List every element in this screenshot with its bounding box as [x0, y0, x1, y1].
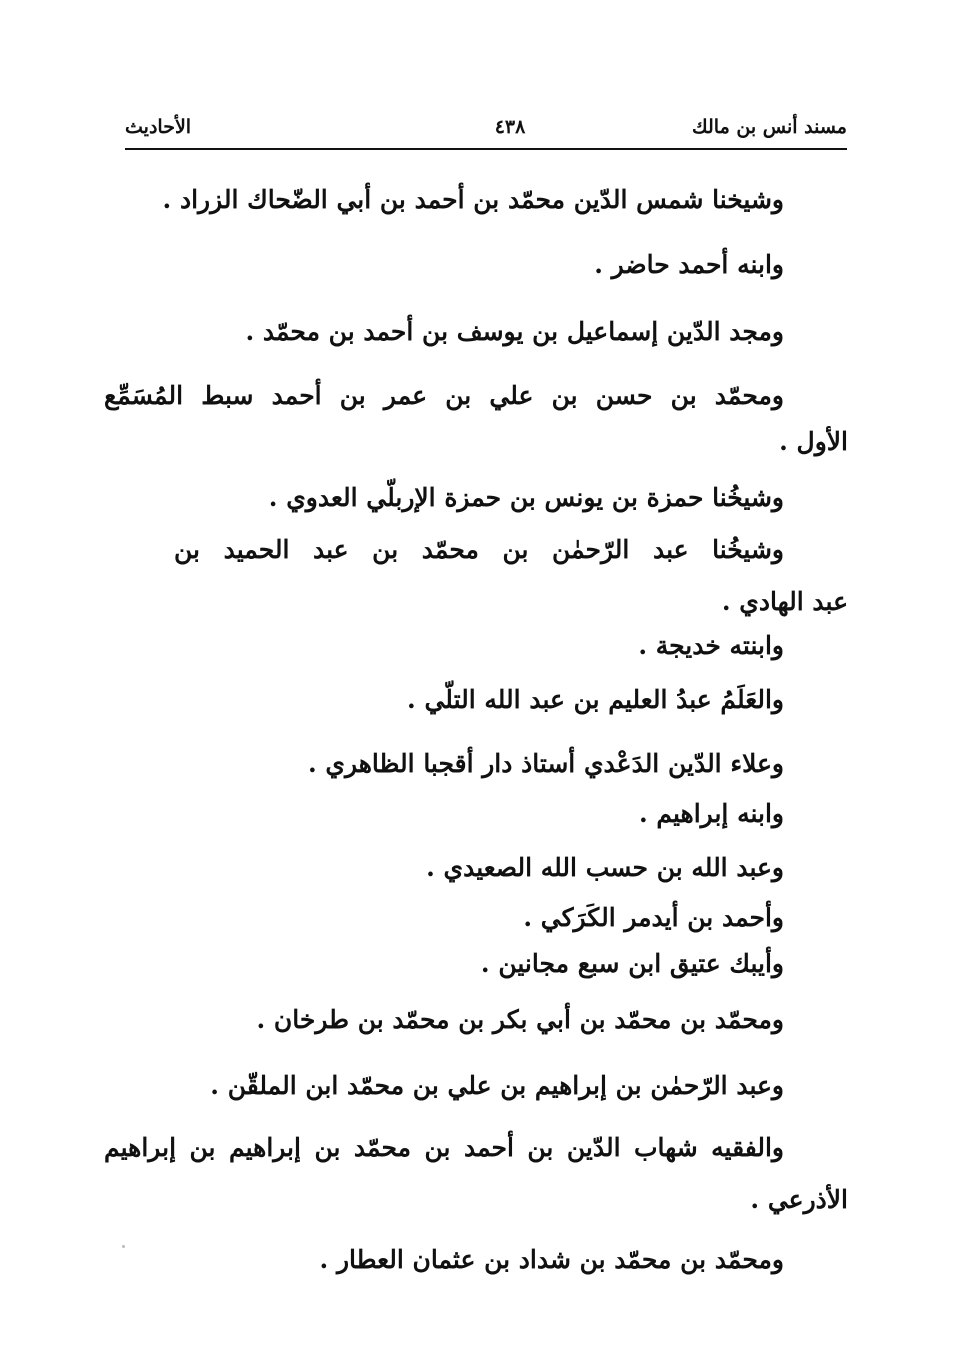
text-line-16: ومحمّد بن محمّد بن أبي بكر بن محمّد بن طرخان .: [256, 1005, 784, 1034]
page-number: ٤٣٨: [494, 116, 526, 138]
text-line-1: وشيخنا شمس الدّين محمّد بن أحمد بن أبي الضّحاك الزراد .: [162, 185, 784, 214]
text-line-15: وأيبك عتيق ابن سبع مجانين .: [480, 949, 784, 978]
text-line-3: ومجد الدّين إسماعيل بن يوسف بن أحمد بن محمّد .: [245, 317, 784, 346]
scan-speck: [122, 1245, 125, 1248]
text-line-20: ومحمّد بن محمّد بن شداد بن عثمان العطار .: [319, 1245, 784, 1274]
text-line-17: وعبد الرّحمٰن بن إبراهيم بن علي بن محمّد ابن الملقّن .: [210, 1071, 784, 1100]
text-line-2: وابنه أحمد حاضر .: [594, 250, 784, 279]
text-line-14: وأحمد بن أيدمر الكَرَكي .: [523, 903, 784, 932]
book-title: مسند أنس بن مالك: [692, 116, 847, 138]
text-line-10: والعَلَمُ عبدُ العليم بن عبد الله التلّي .: [407, 685, 784, 714]
text-line-12: وابنه إبراهيم .: [638, 799, 784, 828]
text-line-11: وعلاء الدّين الدَعْدي أستاذ دار أقجبا الظاهري .: [307, 749, 784, 778]
text-line-8: عبد الهادي .: [721, 587, 848, 616]
text-line-9: وابنته خديجة .: [638, 631, 784, 660]
text-line-6: وشيخُنا حمزة بن يونس بن حمزة الإربلّي العدوي .: [268, 483, 784, 512]
text-line-4: ومحمّد بن حسن بن علي بن عمر بن أحمد سبط المُسَمِّع: [104, 381, 784, 410]
running-header: [125, 112, 847, 150]
text-line-13: وعبد الله بن حسب الله الصعيدي .: [426, 853, 784, 882]
text-line-7: وشيخُنا عبد الرّحمٰن بن محمّد بن عبد الحميد بن: [174, 535, 784, 564]
text-line-5: الأول .: [779, 427, 848, 456]
text-line-19: الأذرعي .: [750, 1185, 848, 1214]
text-line-18: والفقيه شهاب الدّين بن أحمد بن محمّد بن إبراهيم بن إبراهيم: [104, 1133, 784, 1162]
section-title: الأحاديث: [125, 116, 192, 138]
